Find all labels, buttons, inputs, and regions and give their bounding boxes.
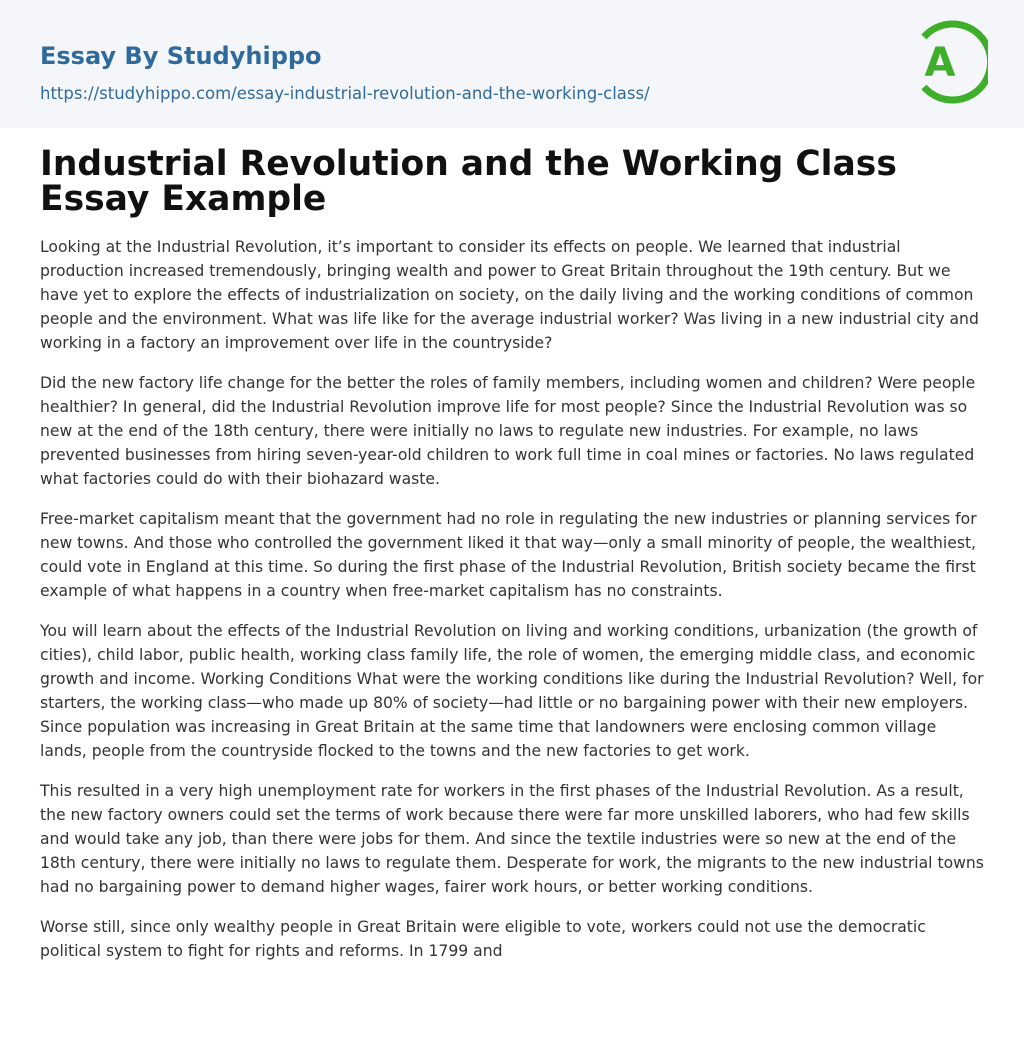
essay-paragraph-4: You will learn about the effects of the Industrial Revolution on living and working conditions, urbanization (the growth of cities), child labor, public health, working class family life, the role of women, the emerging middle class, and economic growth and income. Working Conditions What were the working conditions like during the Industrial Revolution? Well, for starters, the working class—who made up 80% of society—had little or no bargaining power with their new employers. Since population was increasing in Great Britain at the same time that landowners were enclosing common village lands, people from the countryside flocked to the towns and the new factories to get work. — [40, 622, 984, 760]
essay-title: Industrial Revolution and the Working Class Essay Example — [40, 144, 897, 219]
studyhippo-logo-icon[interactable] — [910, 18, 988, 106]
essay-paragraph-2: Did the new factory life change for the better the roles of family members, including women and children? Were people healthier? In general, did the Industrial Revolution improve life for most people? Since the Industrial Revolution was so new at the end of the 18th century, there were initially no laws to regulate new industries. For example, no laws prevented businesses from hiring seven-year-old children to work full time in coal mines or factories. No laws regulated what factories could do with their biohazard waste. — [40, 374, 976, 488]
site-brand[interactable]: Essay By Studyhippo — [40, 42, 322, 70]
essay-content — [40, 144, 986, 979]
essay-paragraph-1: Looking at the Industrial Revolution, it’s important to consider its effects on people. We learned that industrial production increased tremendously, bringing wealth and power to Great Britain throughout the 19th century. But we have yet to explore the effects of industrialization on society, on the daily living and the working conditions of common people and the environment. What was life like for the average industrial worker? Was living in a new industrial city and working in a factory an improvement over life in the countryside? — [40, 238, 979, 352]
logo-letter: A — [924, 40, 956, 86]
essay-paragraph-6: Worse still, since only wealthy people in Great Britain were eligible to vote, workers could not use the democratic political system to fight for rights and reforms. In 1799 and — [40, 918, 926, 960]
essay-paragraph-3: Free-market capitalism meant that the government had no role in regulating the new industries or planning services for new towns. And those who controlled the government liked it that way—only a small minority of people, the wealthiest, could vote in England at this time. So during the first phase of the Industrial Revolution, British society became the first example of what happens in a country when free-market capitalism has no constraints. — [40, 510, 977, 600]
essay-url-link[interactable]: https://studyhippo.com/essay-industrial-revolution-and-the-working-class/ — [40, 84, 650, 103]
essay-paragraph-5: This resulted in a very high unemployment rate for workers in the first phases of the Industrial Revolution. As a result, the new factory owners could set the terms of work because there were far more unskilled laborers, who had few skills and would take any job, than there were jobs for them. And since the textile industries were so new at the end of the 18th century, there were initially no laws to regulate them. Desperate for work, the migrants to the new industrial towns had no bargaining power to demand higher wages, fairer work hours, or better working conditions. — [40, 782, 984, 896]
site-header — [0, 0, 1024, 128]
